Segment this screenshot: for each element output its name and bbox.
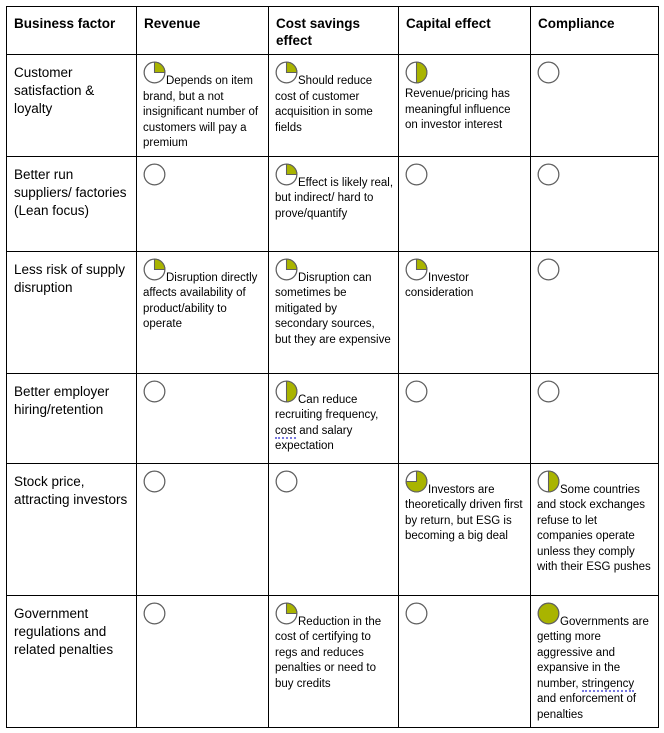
cell-compliance [531, 251, 659, 373]
harvey-ball-none-icon [405, 380, 428, 403]
harvey-ball-three-quarter-icon [405, 470, 428, 493]
cell-revenue [137, 373, 269, 463]
header-capital-effect: Capital effect [399, 7, 531, 55]
table-row [7, 156, 659, 251]
harvey-ball-none-icon [537, 380, 560, 403]
cell-note: Should reduce cost of customer acquisition in some fields [275, 75, 377, 134]
business-factor-label: Government regulations and related penalties [7, 595, 137, 728]
cell-note: Investor consideration [405, 271, 474, 299]
cell-note: Reduction in the cost of certifying to regs and reduces penalties or need to buy credits [275, 615, 385, 690]
cell-note: Depends on item brand, but a not insignificant number of customers will pay a premium [143, 75, 262, 149]
harvey-ball-full-icon [537, 602, 560, 625]
cell-capital [399, 463, 531, 595]
cell-capital [399, 55, 531, 157]
cell-note: Can reduce recruiting frequency, cost and salary expectation [275, 393, 382, 452]
cell-cost-savings [269, 251, 399, 373]
cell-revenue [137, 251, 269, 373]
cell-note: Investors are theoretically driven first by return, but ESG is becoming a big deal [405, 483, 526, 542]
cell-cost-savings [269, 55, 399, 157]
business-factor-label: Stock price, attracting investors [7, 463, 137, 595]
harvey-ball-none-icon [405, 163, 428, 186]
cell-note: Governments are getting more aggressive and expansive in the number, stringency and enforcement of penalties [537, 615, 653, 721]
harvey-ball-none-icon [143, 380, 166, 403]
cell-revenue [137, 463, 269, 595]
cell-revenue [137, 156, 269, 251]
cell-note: Disruption can sometimes be mitigated by secondary sources, but they are expensive [275, 271, 391, 346]
cell-revenue [137, 55, 269, 157]
table-row [7, 55, 659, 157]
misspelled-word: stringency [581, 677, 635, 690]
cell-note: Revenue/pricing has meaningful influence on investor interest [405, 88, 514, 131]
cell-compliance [531, 55, 659, 157]
cell-compliance [531, 463, 659, 595]
harvey-ball-quarter-icon [275, 163, 298, 186]
harvey-ball-quarter-icon [275, 61, 298, 84]
harvey-ball-half-icon [405, 61, 428, 84]
cell-capital [399, 156, 531, 251]
business-factor-label: Less risk of supply disruption [7, 251, 137, 373]
harvey-ball-quarter-icon [405, 258, 428, 281]
harvey-ball-none-icon [537, 258, 560, 281]
harvey-ball-quarter-icon [143, 258, 166, 281]
table-body [7, 55, 659, 728]
harvey-ball-none-icon [275, 470, 298, 493]
cell-cost-savings [269, 156, 399, 251]
harvey-ball-quarter-icon [275, 258, 298, 281]
header-compliance: Compliance [531, 7, 659, 55]
cell-compliance [531, 595, 659, 728]
cell-capital [399, 373, 531, 463]
harvey-ball-none-icon [143, 602, 166, 625]
cell-capital [399, 251, 531, 373]
cell-note: Effect is likely real, but indirect/ hard to prove/quantify [275, 176, 397, 220]
esg-business-factor-table [6, 6, 659, 728]
harvey-ball-half-icon [275, 380, 298, 403]
header-cost-savings: Cost savings effect [269, 7, 399, 55]
harvey-ball-none-icon [143, 470, 166, 493]
header-revenue: Revenue [137, 7, 269, 55]
table-header-row [7, 7, 659, 55]
business-factor-label: Better run suppliers/ factories (Lean focus) [7, 156, 137, 251]
table-row [7, 373, 659, 463]
cell-note: Disruption directly affects availability of product/ability to operate [143, 271, 261, 330]
business-factor-label: Customer satisfaction & loyalty [7, 55, 137, 157]
cell-revenue [137, 595, 269, 728]
cell-cost-savings [269, 373, 399, 463]
table-row [7, 463, 659, 595]
header-business-factor: Business factor [7, 7, 137, 55]
harvey-ball-none-icon [143, 163, 166, 186]
business-factor-label: Better employer hiring/retention [7, 373, 137, 463]
table-row [7, 595, 659, 728]
cell-compliance [531, 373, 659, 463]
cell-capital [399, 595, 531, 728]
cell-compliance [531, 156, 659, 251]
cell-cost-savings [269, 463, 399, 595]
harvey-ball-quarter-icon [143, 61, 166, 84]
harvey-ball-none-icon [405, 602, 428, 625]
table-row [7, 251, 659, 373]
harvey-ball-half-icon [537, 470, 560, 493]
harvey-ball-none-icon [537, 61, 560, 84]
misspelled-word: cost [275, 424, 297, 437]
cell-note: Some countries and stock exchanges refuse to let companies operate unless they comply with their ESG pushes [537, 483, 651, 573]
cell-cost-savings [269, 595, 399, 728]
harvey-ball-quarter-icon [275, 602, 298, 625]
harvey-ball-none-icon [537, 163, 560, 186]
